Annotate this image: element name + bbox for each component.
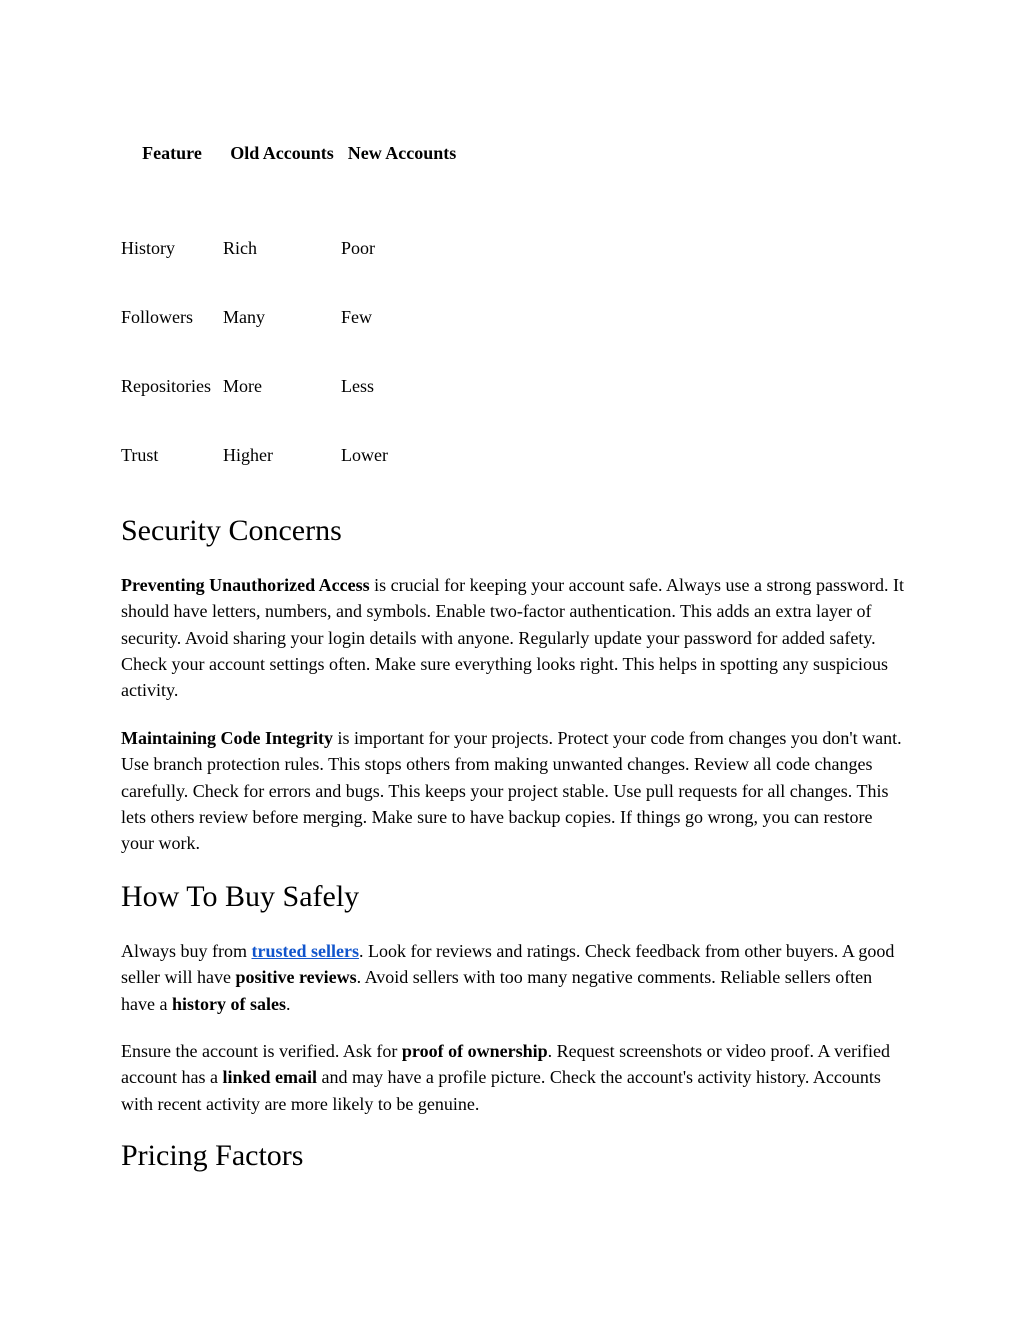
- table-cell: Rich: [223, 238, 257, 258]
- paragraph-text: Always buy from: [121, 941, 252, 961]
- bold-text: history of sales: [171, 993, 286, 1014]
- table-header-feature: Feature: [142, 143, 202, 163]
- paragraph-unauthorized-access: [121, 572, 906, 703]
- table-header-new-accounts: New Accounts: [347, 143, 457, 163]
- table-row: [121, 305, 463, 374]
- table-cell: Higher: [223, 445, 273, 465]
- bold-text: linked email: [222, 1067, 317, 1088]
- table-row: [121, 374, 463, 443]
- paragraph-text: Ensure the account is verified. Ask for: [121, 1041, 402, 1061]
- heading-how-to-buy-safely: How To Buy Safely: [121, 880, 360, 913]
- comparison-table: [121, 140, 463, 512]
- table-header-row: [121, 140, 463, 236]
- table-cell: Few: [341, 307, 372, 327]
- paragraph-text: . Avoid sellers with too many negative comments. Reliable sellers often have a: [121, 967, 873, 1014]
- heading-pricing-factors: Pricing Factors: [121, 1139, 304, 1172]
- table-cell: History: [121, 238, 175, 258]
- table-header-old-accounts: Old Accounts: [230, 143, 334, 163]
- bold-text: positive reviews: [235, 967, 357, 988]
- paragraph-code-integrity: [121, 725, 906, 856]
- table-cell: Less: [341, 376, 374, 396]
- paragraph-text: . Look for reviews and ratings. Check feedback from other buyers. A good seller will have: [121, 941, 895, 988]
- trusted-sellers-link[interactable]: trusted sellers: [251, 941, 359, 961]
- bold-text: proof of ownership: [401, 1041, 548, 1061]
- table-cell: Followers: [121, 307, 193, 327]
- table-cell: Poor: [341, 238, 376, 258]
- paragraph-text: and may have a profile picture. Check the account's activity history. Accounts with recent activity are more likely to be genuine.: [121, 1067, 881, 1114]
- paragraph-text: is crucial for keeping your account safe. Always use a strong password. It should have letters, numbers, and symbols. Enable two-factor authentication. This adds an extra layer of security. Avoid sharing your login details with anyone. Regularly update your password for added safety. Check your account settings often. Make sure everything looks right. This helps in spotting any suspicious activity.: [121, 575, 905, 701]
- table-cell: More: [223, 376, 262, 396]
- table-row: [121, 236, 463, 305]
- paragraph-trusted-sellers: [121, 938, 906, 1017]
- bold-text: Preventing Unauthorized Access: [121, 575, 370, 595]
- table-cell: Many: [223, 307, 265, 327]
- paragraph-text: is important for your projects. Protect your code from changes you don't want. Use branch protection rules. This stops others from making unwanted changes. Review all code changes carefully. Check for errors and bugs. This keeps your project stable. Use pull requests for all changes. This lets others review before merging. Make sure to have backup copies. If things go wrong, you can restore your work.: [121, 728, 902, 854]
- paragraph-text: .: [285, 993, 291, 1014]
- table-cell: Lower: [341, 445, 388, 465]
- table-cell: Trust: [121, 445, 159, 465]
- table-cell: Repositories: [121, 376, 211, 396]
- heading-security-concerns: Security Concerns: [121, 514, 342, 547]
- table-row: [121, 443, 463, 512]
- bold-text: Maintaining Code Integrity: [121, 728, 334, 748]
- paragraph-text: . Request screenshots or video proof. A verified account has a: [121, 1041, 891, 1088]
- paragraph-verified-account: [121, 1038, 906, 1117]
